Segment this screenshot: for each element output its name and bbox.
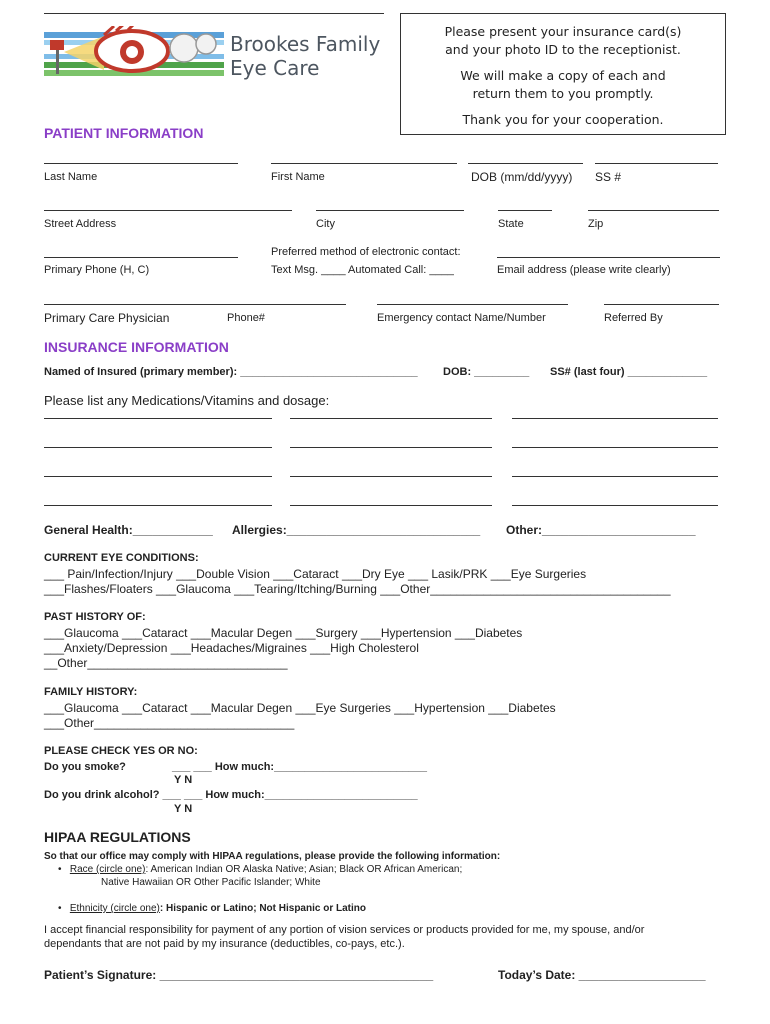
past-history-line2[interactable]: ___Anxiety/Depression ___Headaches/Migraines ___High Cholesterol [44, 641, 419, 655]
insured-dob-field[interactable]: DOB: _________ [443, 366, 530, 378]
financial-line1: I accept financial responsibility for payment of any portion of vision services or products provided for me, my spouse, and/or [44, 924, 645, 936]
other-field[interactable]: Other:_______________________ [506, 523, 696, 537]
insurance-notice-box [400, 13, 726, 135]
physician-label: Primary Care Physician [44, 311, 170, 325]
emergency-field[interactable] [377, 304, 568, 305]
race-label: Race (circle one) [69, 864, 146, 875]
medication-line[interactable] [44, 418, 272, 419]
referred-field[interactable] [604, 304, 719, 305]
pref-contact-label: Preferred method of electronic contact: [271, 246, 461, 258]
medication-line[interactable] [290, 418, 492, 419]
medication-line[interactable] [512, 418, 718, 419]
email-field[interactable] [497, 257, 720, 258]
logo-line2: Eye Care [230, 56, 320, 80]
zip-field[interactable] [588, 210, 719, 211]
logo [44, 26, 224, 78]
insured-ss-field[interactable]: SS# (last four) _____________ [550, 366, 708, 378]
notice-line: Please present your insurance card(s) [444, 24, 682, 39]
primary-phone-label: Primary Phone (H, C) [44, 264, 150, 276]
race-item [58, 864, 462, 875]
signature-field[interactable]: Patient’s Signature: _________________________________________ [44, 968, 434, 982]
state-field[interactable] [498, 210, 552, 211]
logo-name [230, 32, 380, 80]
allergies-field[interactable]: Allergies:_____________________________ [232, 523, 481, 537]
ss-field[interactable] [595, 163, 718, 164]
street-label: Street Address [44, 218, 117, 230]
city-label: City [316, 218, 335, 230]
state-label: State [498, 218, 524, 230]
zip-label: Zip [588, 218, 604, 230]
email-label: Email address (please write clearly) [497, 264, 671, 276]
insured-name-field[interactable]: Named of Insured (primary member): _____________________________ [44, 366, 418, 378]
general-health-field[interactable]: General Health:____________ [44, 523, 213, 537]
date-field[interactable]: Today’s Date: ___________________ [498, 968, 706, 982]
hipaa-intro: So that our office may comply with HIPAA regulations, please provide the following information: [44, 851, 501, 862]
bullet: • [58, 864, 70, 875]
last-name-label: Last Name [44, 171, 98, 183]
contact-options[interactable]: Text Msg. ____ Automated Call: ____ [271, 264, 454, 276]
medication-line[interactable] [44, 476, 272, 477]
dob-field[interactable] [468, 163, 583, 164]
medications-label: Please list any Medications/Vitamins and dosage: [44, 393, 330, 408]
medication-line[interactable] [44, 447, 272, 448]
notice-line: and your photo ID to the receptionist. [445, 42, 681, 57]
medication-line[interactable] [512, 505, 718, 506]
alcohol-question[interactable]: Do you drink alcohol? ___ ___ How much:_________________________ [44, 789, 418, 801]
current-conditions-line1[interactable]: ___ Pain/Infection/Injury ___Double Vision ___Cataract ___Dry Eye ___ Lasik/PRK ___Eye Surgeries [44, 567, 587, 581]
first-name-label: First Name [271, 171, 325, 183]
smoke-answer-field[interactable]: ___ ___ How much:_________________________ [172, 761, 428, 773]
past-history-heading: PAST HISTORY OF: [44, 611, 146, 623]
physician-field[interactable] [44, 304, 346, 305]
header-rule [44, 13, 384, 14]
medication-line[interactable] [512, 447, 718, 448]
smoke-question: Do you smoke? [44, 761, 126, 773]
insurance-info-heading: INSURANCE INFORMATION [44, 339, 229, 355]
eye-logo-icon [44, 26, 224, 78]
street-field[interactable] [44, 210, 292, 211]
check-yes-no-heading: PLEASE CHECK YES OR NO: [44, 745, 198, 757]
medication-line[interactable] [44, 505, 272, 506]
last-name-field[interactable] [44, 163, 238, 164]
past-history-line1[interactable]: ___Glaucoma ___Cataract ___Macular Degen ___Surgery ___Hypertension ___Diabetes [44, 626, 523, 640]
past-history-line3[interactable]: __Other______________________________ [44, 656, 288, 670]
patient-info-heading: PATIENT INFORMATION [44, 125, 204, 141]
financial-line2: dependants that are not paid by my insurance (deductibles, co-pays, etc.). [44, 938, 405, 950]
primary-phone-field[interactable] [44, 257, 238, 258]
medication-line[interactable] [290, 447, 492, 448]
notice-line: Thank you for your cooperation. [462, 112, 664, 127]
city-field[interactable] [316, 210, 464, 211]
ss-label: SS # [595, 170, 622, 184]
dob-label: DOB (mm/dd/yyyy) [471, 170, 573, 184]
current-conditions-heading: CURRENT EYE CONDITIONS: [44, 552, 199, 564]
medication-line[interactable] [512, 476, 718, 477]
notice-line: return them to you promptly. [472, 86, 654, 101]
ethnicity-label: Ethnicity (circle one) [69, 903, 160, 914]
smoke-yn: Y N [174, 774, 193, 786]
ethnicity-item [58, 903, 366, 914]
family-history-line1[interactable]: ___Glaucoma ___Cataract ___Macular Degen ___Eye Surgeries ___Hypertension ___Diabetes [44, 701, 556, 715]
family-history-heading: FAMILY HISTORY: [44, 686, 138, 698]
hipaa-heading: HIPAA REGULATIONS [44, 829, 191, 845]
medication-line[interactable] [290, 476, 492, 477]
current-conditions-line2[interactable]: ___Flashes/Floaters ___Glaucoma ___Tearing/Itching/Burning ___Other____________________________________ [44, 582, 671, 596]
emergency-label: Emergency contact Name/Number [377, 312, 546, 324]
medication-line[interactable] [290, 505, 492, 506]
race-options[interactable]: : American Indian OR Alaska Native; Asian; Black OR African American; [145, 864, 463, 875]
alcohol-yn: Y N [174, 803, 193, 815]
phone-label: Phone# [227, 312, 265, 324]
first-name-field[interactable] [271, 163, 457, 164]
notice-line: We will make a copy of each and [460, 68, 666, 83]
bullet: • [58, 903, 70, 914]
referred-label: Referred By [604, 312, 663, 324]
race-options-2[interactable]: Native Hawaiian OR Other Pacific Islander; White [101, 877, 321, 888]
family-history-line2[interactable]: ___Other______________________________ [44, 716, 295, 730]
ethnicity-options[interactable]: : Hispanic or Latino; Not Hispanic or Latino [159, 903, 366, 914]
logo-line1: Brookes Family [230, 32, 381, 56]
